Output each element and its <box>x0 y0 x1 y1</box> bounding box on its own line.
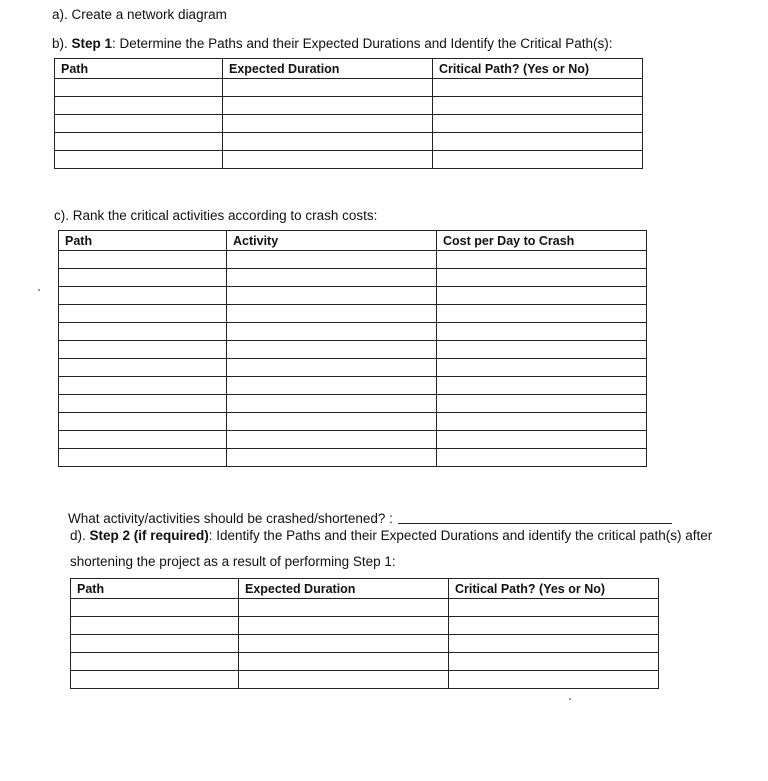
blank-cell[interactable] <box>71 599 239 617</box>
blank-cell[interactable] <box>433 133 643 151</box>
blank-cell[interactable] <box>437 377 647 395</box>
blank-cell[interactable] <box>449 671 659 689</box>
blank-cell[interactable] <box>239 671 449 689</box>
blank-cell[interactable] <box>433 97 643 115</box>
blank-cell[interactable] <box>433 151 643 169</box>
blank-cell[interactable] <box>227 251 437 269</box>
blank-cell[interactable] <box>437 251 647 269</box>
blank-cell[interactable] <box>437 395 647 413</box>
blank-cell[interactable] <box>59 341 227 359</box>
table-row <box>59 251 647 269</box>
blank-cell[interactable] <box>59 377 227 395</box>
blank-cell[interactable] <box>223 133 433 151</box>
blank-cell[interactable] <box>223 151 433 169</box>
blank-cell[interactable] <box>59 269 227 287</box>
section-b-heading <box>52 35 613 52</box>
table-row <box>71 635 659 653</box>
blank-cell[interactable] <box>55 79 223 97</box>
blank-cell[interactable] <box>239 635 449 653</box>
section-d-rest: : Identify the Paths and their Expected Durations and identify the critical path(s) after <box>208 528 713 543</box>
table-row <box>59 305 647 323</box>
blank-cell[interactable] <box>71 671 239 689</box>
header-expected-duration: Expected Duration <box>223 59 433 79</box>
blank-cell[interactable] <box>239 599 449 617</box>
blank-cell[interactable] <box>71 617 239 635</box>
blank-cell[interactable] <box>239 617 449 635</box>
blank-cell[interactable] <box>449 635 659 653</box>
blank-cell[interactable] <box>227 395 437 413</box>
crash-ranking-table <box>58 230 647 467</box>
blank-cell[interactable] <box>59 431 227 449</box>
crash-answer-line[interactable] <box>398 523 672 524</box>
header-activity: Activity <box>227 231 437 251</box>
blank-cell[interactable] <box>223 79 433 97</box>
table-row <box>71 671 659 689</box>
table-row <box>55 115 643 133</box>
section-c-heading: c). Rank the critical activities according to crash costs: <box>54 208 378 223</box>
table-row <box>71 617 659 635</box>
section-d-heading <box>70 527 712 544</box>
crash-question: What activity/activities should be crashed/shortened? : <box>68 511 393 526</box>
blank-cell[interactable] <box>449 599 659 617</box>
blank-cell[interactable] <box>433 115 643 133</box>
blank-cell[interactable] <box>59 323 227 341</box>
blank-cell[interactable] <box>59 287 227 305</box>
blank-cell[interactable] <box>55 115 223 133</box>
blank-cell[interactable] <box>59 359 227 377</box>
blank-cell[interactable] <box>59 449 227 467</box>
blank-cell[interactable] <box>59 395 227 413</box>
table-row <box>59 269 647 287</box>
blank-cell[interactable] <box>227 359 437 377</box>
scan-speck <box>569 698 571 700</box>
blank-cell[interactable] <box>437 449 647 467</box>
table-row <box>59 431 647 449</box>
table-row <box>59 341 647 359</box>
blank-cell[interactable] <box>437 269 647 287</box>
section-b-step: Step 1 <box>71 36 113 51</box>
blank-cell[interactable] <box>227 377 437 395</box>
blank-cell[interactable] <box>437 413 647 431</box>
blank-cell[interactable] <box>437 341 647 359</box>
section-b-prefix: b). <box>52 36 72 51</box>
header-cost-per-day: Cost per Day to Crash <box>437 231 647 251</box>
blank-cell[interactable] <box>227 341 437 359</box>
header-path: Path <box>55 59 223 79</box>
blank-cell[interactable] <box>55 97 223 115</box>
header-path: Path <box>59 231 227 251</box>
blank-cell[interactable] <box>227 323 437 341</box>
blank-cell[interactable] <box>59 251 227 269</box>
blank-cell[interactable] <box>239 653 449 671</box>
blank-cell[interactable] <box>55 151 223 169</box>
blank-cell[interactable] <box>437 431 647 449</box>
table-row <box>59 377 647 395</box>
table-row <box>55 79 643 97</box>
table-row <box>55 151 643 169</box>
blank-cell[interactable] <box>227 269 437 287</box>
blank-cell[interactable] <box>437 287 647 305</box>
blank-cell[interactable] <box>437 305 647 323</box>
table-row <box>59 395 647 413</box>
blank-cell[interactable] <box>59 305 227 323</box>
blank-cell[interactable] <box>227 305 437 323</box>
scan-speck <box>38 289 40 291</box>
blank-cell[interactable] <box>437 359 647 377</box>
paths-table-step2 <box>70 578 659 689</box>
blank-cell[interactable] <box>227 413 437 431</box>
blank-cell[interactable] <box>223 97 433 115</box>
blank-cell[interactable] <box>223 115 433 133</box>
header-critical-path: Critical Path? (Yes or No) <box>433 59 643 79</box>
table-row <box>55 133 643 151</box>
table-row <box>59 359 647 377</box>
paths-table-step1 <box>54 58 643 169</box>
section-d-prefix: d). <box>70 528 90 543</box>
blank-cell[interactable] <box>437 323 647 341</box>
blank-cell[interactable] <box>227 287 437 305</box>
blank-cell[interactable] <box>449 617 659 635</box>
section-b-rest: : Determine the Paths and their Expected Durations and Identify the Critical Path(s): <box>112 36 613 51</box>
blank-cell[interactable] <box>55 133 223 151</box>
table-row <box>59 323 647 341</box>
blank-cell[interactable] <box>59 413 227 431</box>
table-row <box>55 97 643 115</box>
section-d-heading-line2: shortening the project as a result of performing Step 1: <box>70 554 396 569</box>
table-row <box>71 653 659 671</box>
blank-cell[interactable] <box>433 79 643 97</box>
table-row <box>59 413 647 431</box>
header-path: Path <box>71 579 239 599</box>
blank-cell[interactable] <box>227 449 437 467</box>
blank-cell[interactable] <box>449 653 659 671</box>
table-row <box>71 599 659 617</box>
blank-cell[interactable] <box>227 431 437 449</box>
header-critical-path: Critical Path? (Yes or No) <box>449 579 659 599</box>
table-row <box>59 449 647 467</box>
blank-cell[interactable] <box>71 635 239 653</box>
table-row <box>59 287 647 305</box>
header-expected-duration: Expected Duration <box>239 579 449 599</box>
section-a-heading: a). Create a network diagram <box>52 7 227 22</box>
blank-cell[interactable] <box>71 653 239 671</box>
section-d-step: Step 2 (if required) <box>89 528 209 543</box>
